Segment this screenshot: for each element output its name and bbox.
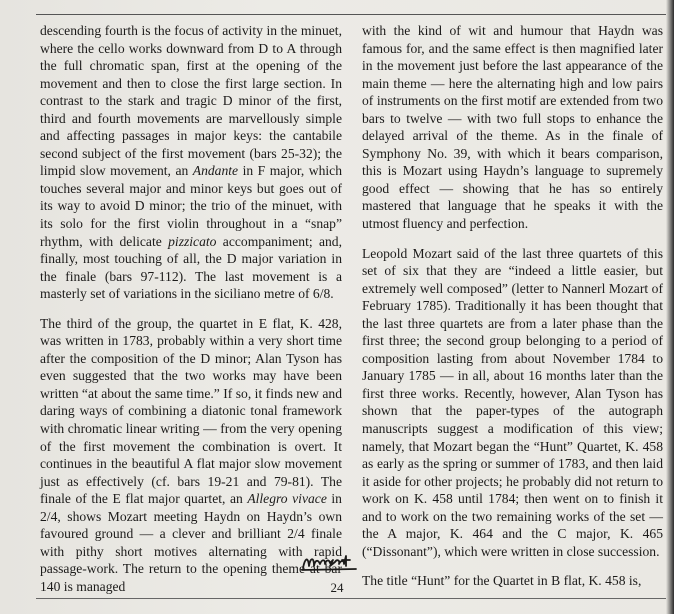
right-column — [362, 22, 663, 590]
left-column — [40, 22, 342, 596]
mozart-signature — [300, 550, 360, 574]
left-paragraph-2: The third of the group, the quartet in E flat, K. 428, was written in 1783, probably within a very short time after the composition of the D minor; Alan Tyson has even suggested that the two works may have been written “at about the same time.” If so, it finds new and daring ways of combining a diatonic tonal framework with chromatic linear writing — from the very opening of the first movement the combination is overt. It continues in the beautiful A flat major slow movement just as effectively (cf. bars 19-21 and 79-81). The finale of the E flat major quartet, an Allegro vivace in 2/4, shows Mozart meeting Haydn on Haydn’s own favoured ground — a clever and brilliant 2/4 finale with pithy short motives alternating with rapid passage-work. The return to the opening theme at bar 140 is managed — [40, 315, 342, 594]
top-rule — [36, 14, 666, 15]
right-paragraph-3: The title “Hunt” for the Quartet in B flat, K. 458 is, — [362, 573, 642, 589]
right-paragraph-2: Leopold Mozart said of the last three quartets of this set of six that they are “indeed a little easier, but extremely well composed” (letter to Nannerl Mozart of February 1785). Traditionally it has been thought that the last three quartets are from a later phase than the first three; the second group belonging to a period of composition lasting from about November 1784 to January 1785 — in all, about 16 months later than the first three works. Recently, however, Alan Tyson has shown that the paper-types of the autograph manuscripts suggest a modification of this view; namely, that Mozart began the “Hunt” Quartet, K. 458 as early as the spring or summer of 1783, and then laid it aside for other projects; he probably did not return to work on K. 458 until 1784; then went on to finish it and to work on the two remaining works of the set — the A major, K. 464 and the C major, K. 465 (“Dissonant”), which were written in close succession. — [362, 245, 663, 559]
left-paragraph-1: descending fourth is the focus of activity in the minuet, where the cello works downward from D to A through the full chromatic span, first at the opening of the movement and then to close the first large section. In contrast to the stark and tragic D minor of the first, third and fourth movements are marvellously simple and affecting passages in major keys: the cantabile second subject of the first movement (bars 25-32); the limpid slow movement, an Andante in F major, which touches several major and minor keys but goes out of its way to avoid D minor; the trio of the minuet, with its solo for the first violin throughout in a “snap” rhythm, with delicate pizzicato accompaniment; and, finally, most touching of all, the D major variation in the finale (bars 97-112). The last movement is a masterly set of variations in the siciliano metre of 6/8. — [40, 23, 343, 302]
page-number: 24 — [330, 580, 344, 595]
right-paragraph-1: with the kind of wit and humour that Haydn was famous for, and the same effect is then magnified later in the movement just before the last appearance of the main theme — here the alternating high and low pairs of instruments on the first motif are extended from two bars to twelve — with two full stops to enhance the delayed arrival of the theme. As in the finale of Symphony No. 39, with which it bears comparison, this is Mozart using Haydn’s language to supremely good effect — showing that he has so entirely mastered that language that he speaks it with the utmost fluency and perfection. — [362, 23, 663, 232]
bottom-rule — [36, 598, 666, 599]
page-edge-shadow — [666, 0, 674, 614]
